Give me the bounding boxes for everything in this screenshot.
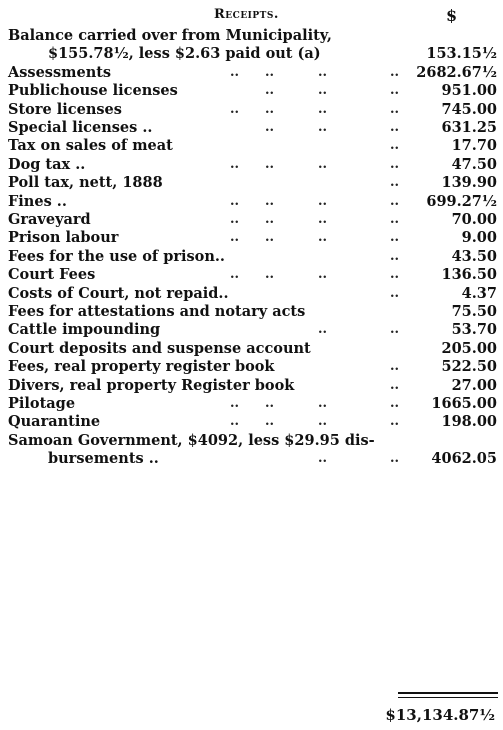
row-label: Balance carried over from Municipality, [8, 27, 332, 44]
row-amount: 951.00 [441, 82, 497, 100]
row-label: Special licenses .. [8, 119, 153, 136]
row-amount: 136.50 [441, 266, 497, 284]
leader-dots: .. [230, 156, 240, 172]
leader-dots: .. [390, 101, 400, 117]
row-amount: 198.00 [441, 413, 497, 431]
table-row [0, 174, 503, 192]
table-row [0, 229, 503, 247]
leader-dots: .. [318, 414, 328, 430]
row-amount: 53.70 [451, 321, 497, 339]
leader-dots: .. [390, 120, 400, 135]
table-row [0, 285, 503, 303]
leader-dots: .. [318, 156, 328, 172]
row-label: Samoan Government, $4092, less $29.95 dis- [8, 431, 375, 449]
row-amount: 9.00 [461, 229, 497, 247]
leader-dots: .. [390, 451, 400, 467]
row-amount: 522.50 [441, 358, 497, 376]
table-row [0, 45, 503, 63]
leader-dots: .. [265, 414, 275, 430]
row-amount: 70.00 [451, 211, 497, 228]
leader-dots: .. [265, 83, 275, 99]
row-amount: 75.50 [451, 303, 497, 320]
table-row [0, 211, 503, 229]
row-label: Divers, real property Register book [8, 376, 295, 394]
table-row [0, 340, 503, 358]
row-label: Fees, real property register book [8, 358, 275, 376]
row-amount: 17.70 [451, 137, 497, 155]
row-amount: 153.15½ [426, 45, 497, 63]
leader-dots: .. [265, 193, 275, 209]
row-amount: 205.00 [441, 339, 497, 357]
leader-dots: .. [230, 64, 240, 80]
row-amount: 139.90 [441, 174, 497, 192]
leader-dots: .. [390, 285, 400, 301]
leader-dots: .. [390, 248, 400, 264]
leader-dots: .. [265, 396, 275, 411]
leader-dots: .. [390, 396, 400, 411]
leader-dots: .. [318, 267, 328, 283]
table-row [0, 303, 503, 321]
leader-dots: .. [230, 414, 240, 430]
leader-dots: .. [390, 212, 400, 227]
table-row [0, 64, 503, 82]
table-row [0, 321, 503, 339]
table-row [0, 358, 503, 376]
leader-dots: .. [230, 230, 240, 246]
row-amount: 27.00 [451, 376, 497, 394]
row-label: Fees for attestations and notary acts [8, 303, 306, 320]
row-label: Fines .. [8, 192, 67, 210]
leader-dots: .. [265, 212, 275, 227]
table-row [0, 193, 503, 211]
grand-total: $13,134.87½ [385, 706, 495, 724]
leader-dots: .. [390, 138, 400, 154]
row-label: Cattle impounding [8, 321, 161, 339]
row-label: Assessments [8, 63, 112, 81]
row-label: Graveyard [8, 211, 91, 228]
leader-dots: .. [265, 64, 275, 80]
leader-dots: .. [230, 101, 240, 117]
table-row [0, 119, 503, 137]
leader-dots: .. [230, 193, 240, 209]
total-rule-top [398, 692, 498, 694]
leader-dots: .. [318, 120, 328, 135]
row-label: bursements .. [48, 450, 159, 468]
row-label: Pilotage [8, 395, 76, 412]
leader-dots: .. [318, 212, 328, 227]
leader-dots: .. [390, 64, 400, 80]
leader-dots: .. [390, 156, 400, 172]
leader-dots: .. [318, 396, 328, 411]
row-amount: 699.27½ [426, 192, 497, 210]
leader-dots: .. [318, 101, 328, 117]
leader-dots: .. [265, 120, 275, 135]
table-row [0, 82, 503, 100]
leader-dots: .. [390, 193, 400, 209]
row-amount: 1665.00 [431, 395, 497, 412]
total-rule-bottom [398, 697, 498, 698]
row-label: Dog tax .. [8, 155, 86, 173]
leader-dots: .. [318, 230, 328, 246]
row-label: Quarantine [8, 413, 101, 431]
leader-dots: .. [265, 101, 275, 117]
leader-dots: .. [318, 322, 328, 338]
leader-dots: .. [390, 377, 400, 393]
row-label: Prison labour [8, 229, 119, 247]
table-row [0, 413, 503, 431]
table-row [0, 27, 503, 45]
row-label: Poll tax, nett, 1888 [8, 174, 163, 192]
table-row [0, 248, 503, 266]
table-row [0, 432, 503, 450]
table-row [0, 395, 503, 413]
row-label: Publichouse licenses [8, 82, 178, 100]
receipts-header [0, 6, 503, 26]
row-label: Tax on sales of meat [8, 137, 173, 155]
leader-dots: .. [265, 156, 275, 172]
currency-unit: $ [446, 6, 458, 25]
table-row [0, 450, 503, 468]
table-row [0, 101, 503, 119]
leader-dots: .. [265, 267, 275, 283]
row-amount: 745.00 [441, 100, 497, 118]
leader-dots: .. [390, 322, 400, 338]
row-label: Store licenses [8, 100, 122, 118]
leader-dots: .. [318, 64, 328, 80]
leader-dots: .. [318, 193, 328, 209]
row-label: Court Fees [8, 266, 96, 284]
row-amount: 631.25 [441, 119, 497, 136]
leader-dots: .. [390, 267, 400, 283]
row-amount: 43.50 [451, 247, 497, 265]
row-amount: 47.50 [451, 155, 497, 173]
leader-dots: .. [318, 83, 328, 99]
leader-dots: .. [230, 267, 240, 283]
leader-dots: .. [390, 175, 400, 191]
table-row [0, 377, 503, 395]
receipts-heading: Receipts. [214, 7, 279, 22]
table-row [0, 156, 503, 174]
row-label: $155.78½, less $2.63 paid out (a) [48, 45, 321, 63]
leader-dots: .. [390, 414, 400, 430]
leader-dots: .. [265, 230, 275, 246]
row-amount: 2682.67½ [416, 63, 497, 81]
leader-dots: .. [390, 230, 400, 246]
table-row [0, 266, 503, 284]
leader-dots: .. [390, 359, 400, 375]
leader-dots: .. [318, 451, 328, 467]
leader-dots: .. [230, 212, 240, 227]
row-label: Court deposits and suspense account [8, 339, 311, 357]
row-amount: 4062.05 [431, 450, 497, 468]
row-label: Fees for the use of prison.. [8, 247, 225, 265]
leader-dots: .. [390, 83, 400, 99]
row-amount: 4.37 [461, 284, 497, 302]
row-label: Costs of Court, not repaid.. [8, 284, 229, 302]
table-row [0, 137, 503, 155]
leader-dots: .. [230, 396, 240, 411]
